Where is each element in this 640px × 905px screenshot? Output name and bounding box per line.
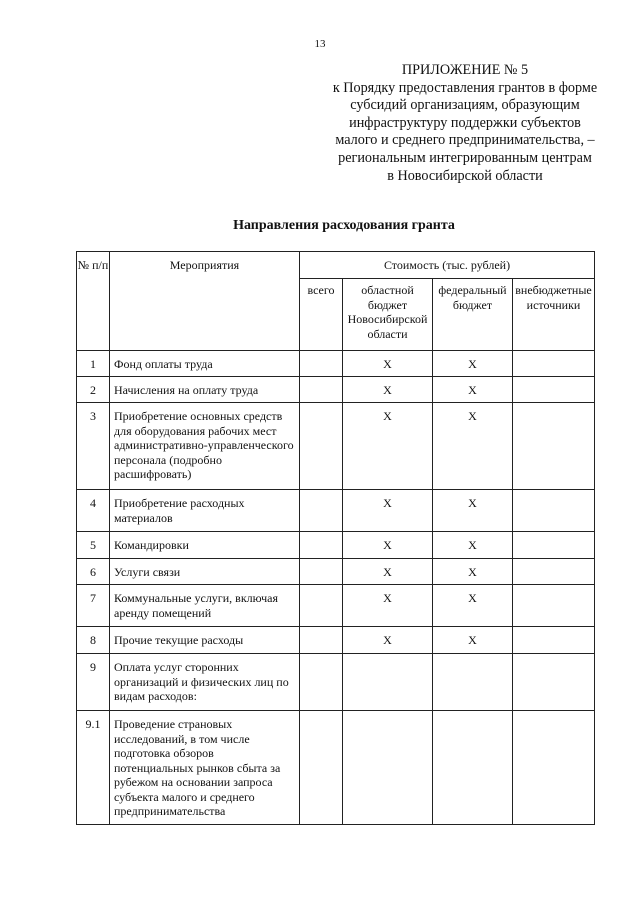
expense-table <box>76 251 595 825</box>
row-activity: Начисления на оплату труда <box>110 377 300 403</box>
table-row <box>77 377 595 403</box>
row-federal <box>433 711 513 825</box>
row-extrabudget <box>513 532 595 559</box>
row-extrabudget <box>513 490 595 532</box>
row-total <box>300 627 343 654</box>
row-regional: Х <box>343 559 433 585</box>
row-regional: Х <box>343 351 433 377</box>
row-activity: Коммунальные услуги, включая аренду помещений <box>110 585 300 627</box>
row-total <box>300 532 343 559</box>
row-activity: Проведение страновых исследований, в том числе подготовка обзоров потенциальных рынков сбыта за рубежом на основании запроса субъекта малого и среднего предпринимательства <box>110 711 300 825</box>
row-activity: Фонд оплаты труда <box>110 351 300 377</box>
row-total <box>300 585 343 627</box>
row-activity: Командировки <box>110 532 300 559</box>
row-total <box>300 377 343 403</box>
header-activity: Мероприятия <box>110 252 300 351</box>
row-total <box>300 711 343 825</box>
row-activity: Оплата услуг сторонних организаций и физических лиц по видам расходов: <box>110 654 300 711</box>
row-activity: Прочие текущие расходы <box>110 627 300 654</box>
row-total <box>300 351 343 377</box>
row-activity: Приобретение основных средств для оборудования рабочих мест административно-управленческого персонала (подробно расшифровать) <box>110 403 300 490</box>
header-num: № п/п <box>77 252 110 351</box>
annex-line: региональным интегрированным центрам <box>338 149 592 166</box>
row-extrabudget <box>513 654 595 711</box>
row-federal: Х <box>433 490 513 532</box>
row-total <box>300 403 343 490</box>
header-total: всего <box>300 279 343 351</box>
row-federal <box>433 654 513 711</box>
row-federal: Х <box>433 585 513 627</box>
table-row <box>77 627 595 654</box>
row-num: 9 <box>77 654 110 711</box>
header-cost: Стоимость (тыс. рублей) <box>300 252 595 279</box>
row-total <box>300 490 343 532</box>
table-row <box>77 654 595 711</box>
row-regional <box>343 654 433 711</box>
row-extrabudget <box>513 559 595 585</box>
annex-title: ПРИЛОЖЕНИЕ № 5 <box>401 62 529 78</box>
row-num: 6 <box>77 559 110 585</box>
header-extrabudget: внебюджетные источники <box>513 279 595 351</box>
row-extrabudget <box>513 351 595 377</box>
row-num: 7 <box>77 585 110 627</box>
row-federal: Х <box>433 559 513 585</box>
row-extrabudget <box>513 403 595 490</box>
row-activity: Услуги связи <box>110 559 300 585</box>
annex-line: субсидий организациям, образующим <box>350 97 580 114</box>
row-num: 1 <box>77 351 110 377</box>
annex-line: инфраструктуру поддержки субъектов <box>349 114 581 131</box>
annex-line: в Новосибирской области <box>387 167 543 184</box>
row-num: 4 <box>77 490 110 532</box>
row-num: 5 <box>77 532 110 559</box>
table-row <box>77 403 595 490</box>
annex-line: малого и среднего предпринимательства, – <box>335 132 595 149</box>
row-regional: Х <box>343 532 433 559</box>
row-total <box>300 654 343 711</box>
annex-line: к Порядку предоставления грантов в форме <box>332 79 598 96</box>
row-federal: Х <box>433 532 513 559</box>
document-title: Направления расходования гранта <box>233 218 455 233</box>
header-federal-budget: федеральный бюджет <box>433 279 513 351</box>
row-federal: Х <box>433 403 513 490</box>
row-num: 2 <box>77 377 110 403</box>
row-extrabudget <box>513 585 595 627</box>
row-extrabudget <box>513 377 595 403</box>
row-federal: Х <box>433 351 513 377</box>
table-row <box>77 711 595 825</box>
row-num: 3 <box>77 403 110 490</box>
header-regional-budget: областной бюджет Новосибирской области <box>343 279 433 351</box>
row-regional: Х <box>343 377 433 403</box>
row-regional: Х <box>343 403 433 490</box>
row-num: 9.1 <box>77 711 110 825</box>
row-activity: Приобретение расходных материалов <box>110 490 300 532</box>
row-total <box>300 559 343 585</box>
row-regional: Х <box>343 585 433 627</box>
table-row <box>77 559 595 585</box>
row-federal: Х <box>433 627 513 654</box>
row-extrabudget <box>513 627 595 654</box>
table-row <box>77 532 595 559</box>
row-num: 8 <box>77 627 110 654</box>
table-row <box>77 585 595 627</box>
row-regional <box>343 711 433 825</box>
table-row <box>77 351 595 377</box>
row-regional: Х <box>343 627 433 654</box>
table-row <box>77 490 595 532</box>
row-regional: Х <box>343 490 433 532</box>
row-extrabudget <box>513 711 595 825</box>
row-federal: Х <box>433 377 513 403</box>
page-number: 13 <box>314 38 326 50</box>
annex-header <box>300 62 630 185</box>
